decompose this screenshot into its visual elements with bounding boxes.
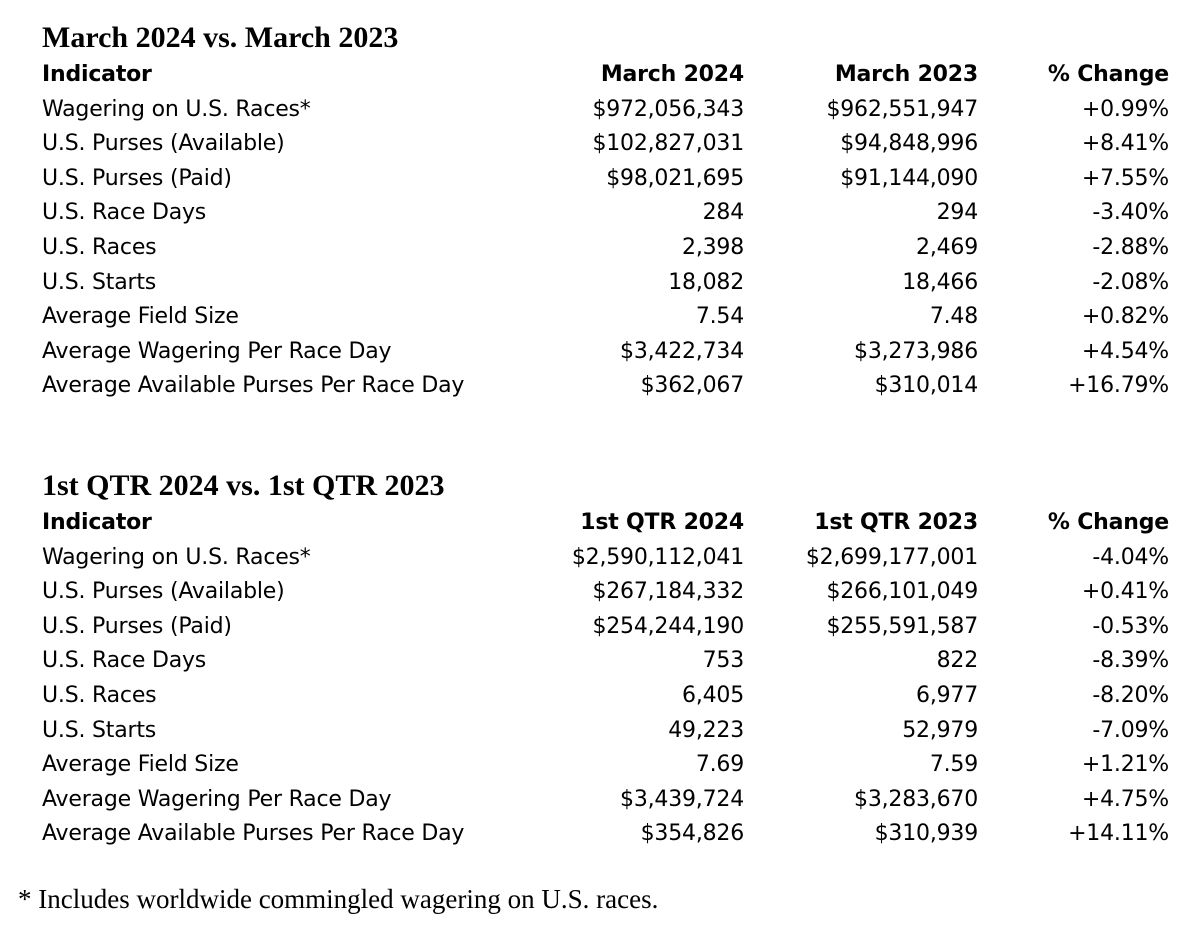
stats-table-march — [42, 58, 1169, 404]
indicator-cell: U.S. Purses (Paid) — [42, 613, 232, 639]
value-prior-cell: 2,469 — [916, 234, 978, 260]
table-row — [42, 783, 1169, 818]
table-body — [42, 541, 1169, 852]
indicator-cell: Average Available Purses Per Race Day — [42, 373, 465, 399]
value-prior-cell: $2,699,177,001 — [805, 544, 978, 570]
pct-change-cell: +4.75% — [1081, 786, 1169, 812]
pct-change-cell: -8.20% — [1092, 682, 1169, 708]
table-row — [42, 610, 1169, 645]
value-prior-cell: 822 — [936, 648, 978, 674]
table-row — [42, 196, 1169, 231]
table-row — [42, 162, 1169, 197]
column-header-period-current: 1st QTR 2024 — [580, 509, 744, 535]
value-prior-cell: 6,977 — [916, 682, 978, 708]
value-prior-cell: $255,591,587 — [826, 613, 978, 639]
indicator-cell: Average Wagering Per Race Day — [42, 786, 392, 812]
value-current-cell: 753 — [702, 648, 744, 674]
column-header-pct-change: % Change — [1047, 62, 1169, 87]
column-header-period-current: March 2024 — [600, 62, 744, 87]
column-header-indicator: Indicator — [42, 509, 152, 535]
value-prior-cell: 52,979 — [902, 717, 978, 743]
header-row — [42, 506, 1169, 541]
value-prior-cell: $3,273,986 — [854, 338, 978, 364]
table-row — [42, 231, 1169, 266]
table-row — [42, 93, 1169, 128]
indicator-cell: Average Field Size — [42, 752, 239, 778]
value-current-cell: $362,067 — [640, 373, 744, 399]
section-title-march: March 2024 vs. March 2023 — [42, 21, 399, 54]
indicator-cell: U.S. Purses (Available) — [42, 579, 285, 605]
value-prior-cell: $310,939 — [874, 821, 978, 847]
table-row — [42, 335, 1169, 370]
indicator-cell: U.S. Race Days — [42, 200, 207, 226]
pct-change-cell: +7.55% — [1081, 165, 1169, 191]
pct-change-cell: +1.21% — [1081, 752, 1169, 778]
value-prior-cell: 294 — [936, 200, 978, 226]
pct-change-cell: -4.04% — [1092, 544, 1169, 570]
pct-change-cell: +14.11% — [1068, 821, 1169, 847]
value-prior-cell: $94,848,996 — [840, 131, 978, 157]
indicator-cell: Average Wagering Per Race Day — [42, 338, 392, 364]
value-current-cell: 49,223 — [668, 717, 744, 743]
indicator-cell: Wagering on U.S. Races* — [42, 544, 311, 570]
pct-change-cell: -0.53% — [1092, 613, 1169, 639]
table-row — [42, 748, 1169, 783]
value-current-cell: 18,082 — [668, 269, 744, 295]
value-prior-cell: $91,144,090 — [840, 165, 978, 191]
indicator-cell: U.S. Purses (Paid) — [42, 165, 232, 191]
section-title-qtr: 1st QTR 2024 vs. 1st QTR 2023 — [42, 468, 445, 502]
table-row — [42, 541, 1169, 576]
pct-change-cell: +0.99% — [1081, 96, 1169, 122]
value-current-cell: $3,439,724 — [620, 786, 744, 812]
indicator-cell: U.S. Race Days — [42, 648, 207, 674]
value-prior-cell: $3,283,670 — [854, 786, 978, 812]
value-current-cell: $254,244,190 — [592, 613, 744, 639]
header-row — [42, 58, 1169, 93]
table-row — [42, 714, 1169, 749]
value-prior-cell: 7.48 — [929, 304, 978, 330]
table-row — [42, 266, 1169, 301]
indicator-cell: U.S. Starts — [42, 717, 157, 743]
value-prior-cell: $266,101,049 — [826, 579, 978, 605]
value-current-cell: $102,827,031 — [592, 131, 744, 157]
value-current-cell: 284 — [702, 200, 744, 226]
value-current-cell: 7.54 — [695, 304, 744, 330]
indicator-cell: Average Available Purses Per Race Day — [42, 821, 465, 847]
table-row — [42, 369, 1169, 404]
pct-change-cell: -2.88% — [1092, 234, 1169, 260]
indicator-cell: U.S. Purses (Available) — [42, 131, 285, 157]
table-row — [42, 817, 1169, 852]
section-march-comparison — [42, 20, 1169, 404]
pct-change-cell: -7.09% — [1092, 717, 1169, 743]
table-body — [42, 93, 1169, 404]
section-qtr-comparison — [42, 468, 1169, 852]
value-prior-cell: $310,014 — [874, 373, 978, 399]
table-row — [42, 575, 1169, 610]
value-current-cell: $2,590,112,041 — [571, 544, 744, 570]
pct-change-cell: +4.54% — [1081, 338, 1169, 364]
table-row — [42, 127, 1169, 162]
pct-change-cell: -3.40% — [1092, 200, 1169, 226]
column-header-period-prior: March 2023 — [834, 62, 978, 87]
value-prior-cell: 18,466 — [902, 269, 978, 295]
indicator-cell: Wagering on U.S. Races* — [42, 96, 311, 122]
table-row — [42, 679, 1169, 714]
pct-change-cell: +8.41% — [1081, 131, 1169, 157]
value-current-cell: $354,826 — [640, 821, 744, 847]
pct-change-cell: -8.39% — [1092, 648, 1169, 674]
value-current-cell: 2,398 — [682, 234, 744, 260]
indicator-cell: U.S. Races — [42, 234, 157, 260]
indicator-cell: Average Field Size — [42, 304, 239, 330]
value-prior-cell: $962,551,947 — [826, 96, 978, 122]
value-current-cell: 7.69 — [695, 752, 744, 778]
value-current-cell: $972,056,343 — [592, 96, 744, 122]
value-current-cell: 6,405 — [682, 682, 744, 708]
column-header-period-prior: 1st QTR 2023 — [814, 509, 978, 535]
footnote: * Includes worldwide commingled wagering on U.S. races. — [18, 883, 659, 914]
value-current-cell: $98,021,695 — [606, 165, 744, 191]
table-row — [42, 300, 1169, 335]
pct-change-cell: +0.82% — [1081, 304, 1169, 330]
stats-table-qtr — [42, 506, 1169, 852]
value-prior-cell: 7.59 — [929, 752, 978, 778]
pct-change-cell: +16.79% — [1068, 373, 1169, 399]
indicator-cell: U.S. Starts — [42, 269, 157, 295]
value-current-cell: $3,422,734 — [620, 338, 744, 364]
column-header-pct-change: % Change — [1047, 509, 1169, 535]
column-header-indicator: Indicator — [42, 62, 152, 87]
pct-change-cell: -2.08% — [1092, 269, 1169, 295]
indicator-cell: U.S. Races — [42, 682, 157, 708]
pct-change-cell: +0.41% — [1081, 579, 1169, 605]
value-current-cell: $267,184,332 — [592, 579, 744, 605]
table-row — [42, 644, 1169, 679]
